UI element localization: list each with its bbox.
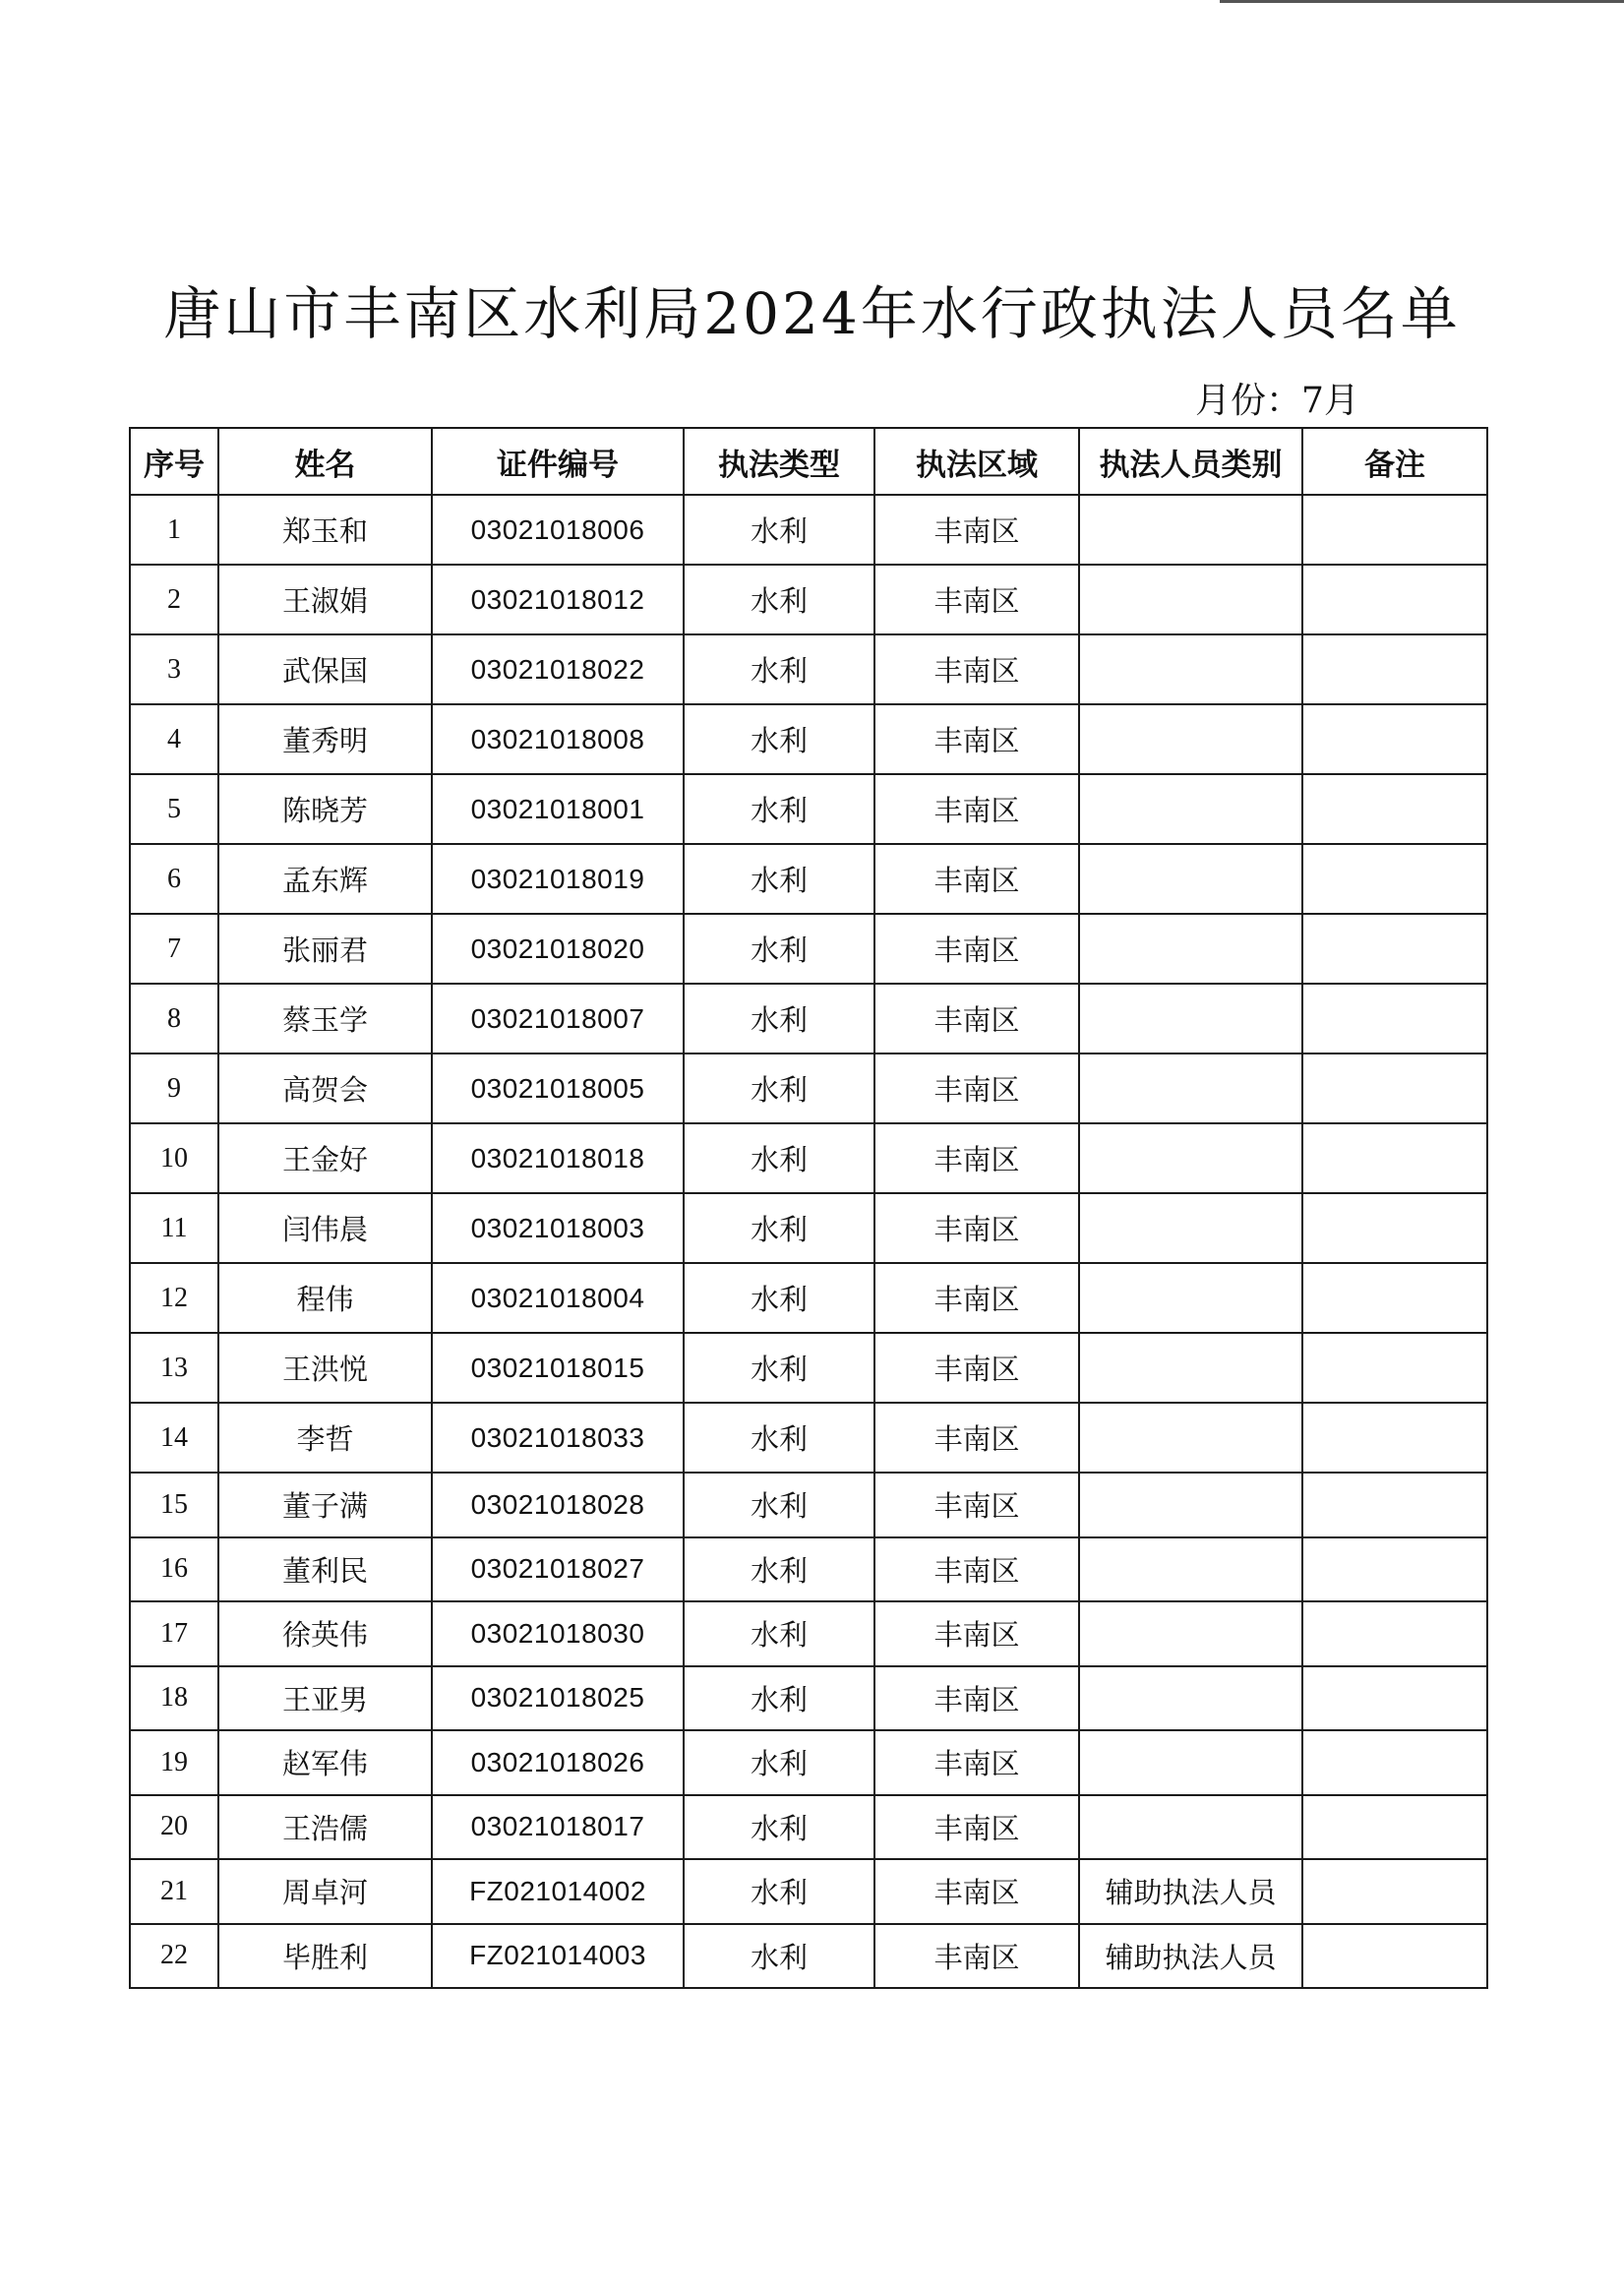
cell-index: 8	[130, 984, 218, 1053]
table-row	[130, 1537, 1487, 1602]
cell-name: 赵军伟	[218, 1730, 432, 1795]
cell-name: 王淑娟	[218, 565, 432, 634]
table-row	[130, 1123, 1487, 1193]
cell-remarks	[1302, 495, 1487, 565]
cell-cert-number: 03021018001	[432, 774, 684, 844]
cell-cert-number: 03021018027	[432, 1537, 684, 1602]
cell-enforcement-area: 丰南区	[874, 565, 1079, 634]
cell-name: 董利民	[218, 1537, 432, 1602]
cell-enforcement-type: 水利	[684, 1123, 874, 1193]
cell-enforcement-type: 水利	[684, 1537, 874, 1602]
cell-enforcement-area: 丰南区	[874, 1193, 1079, 1263]
cell-cert-number: 03021018012	[432, 565, 684, 634]
table-row	[130, 914, 1487, 984]
cell-index: 1	[130, 495, 218, 565]
table-row	[130, 1601, 1487, 1666]
table-row	[130, 565, 1487, 634]
cell-cert-number: FZ021014003	[432, 1924, 684, 1989]
table-row	[130, 1263, 1487, 1333]
cell-enforcement-type: 水利	[684, 1333, 874, 1403]
cell-remarks	[1302, 1403, 1487, 1473]
cell-index: 12	[130, 1263, 218, 1333]
cell-remarks	[1302, 774, 1487, 844]
cell-enforcement-type: 水利	[684, 914, 874, 984]
cell-index: 15	[130, 1473, 218, 1537]
cell-cert-number: 03021018004	[432, 1263, 684, 1333]
cell-name: 周卓河	[218, 1859, 432, 1924]
cell-personnel-category	[1079, 565, 1302, 634]
cell-name: 闫伟晨	[218, 1193, 432, 1263]
cell-personnel-category	[1079, 1193, 1302, 1263]
cell-personnel-category	[1079, 704, 1302, 774]
table-row	[130, 1924, 1487, 1989]
cell-enforcement-area: 丰南区	[874, 914, 1079, 984]
cell-cert-number: 03021018003	[432, 1193, 684, 1263]
cell-index: 4	[130, 704, 218, 774]
cell-enforcement-area: 丰南区	[874, 1601, 1079, 1666]
table-row	[130, 984, 1487, 1053]
cell-remarks	[1302, 634, 1487, 704]
cell-index: 21	[130, 1859, 218, 1924]
cell-remarks	[1302, 1263, 1487, 1333]
cell-cert-number: 03021018015	[432, 1333, 684, 1403]
cell-personnel-category	[1079, 1263, 1302, 1333]
cell-enforcement-type: 水利	[684, 1795, 874, 1860]
table-row	[130, 1666, 1487, 1731]
cell-cert-number: 03021018008	[432, 704, 684, 774]
cell-remarks	[1302, 1601, 1487, 1666]
cell-cert-number: 03021018026	[432, 1730, 684, 1795]
month-label: 月份：7月	[1195, 381, 1359, 421]
cell-remarks	[1302, 1333, 1487, 1403]
cell-cert-number: 03021018030	[432, 1601, 684, 1666]
cell-enforcement-area: 丰南区	[874, 1730, 1079, 1795]
table-row	[130, 495, 1487, 565]
cell-enforcement-type: 水利	[684, 1403, 874, 1473]
cell-enforcement-type: 水利	[684, 1859, 874, 1924]
header-enforcement-area: 执法区域	[874, 428, 1079, 495]
table-row	[130, 634, 1487, 704]
table-row	[130, 844, 1487, 914]
cell-personnel-category	[1079, 1601, 1302, 1666]
cell-enforcement-area: 丰南区	[874, 1859, 1079, 1924]
header-index: 序号	[130, 428, 218, 495]
cell-name: 孟东辉	[218, 844, 432, 914]
cell-remarks	[1302, 1473, 1487, 1537]
cell-personnel-category	[1079, 495, 1302, 565]
cell-name: 程伟	[218, 1263, 432, 1333]
cell-cert-number: FZ021014002	[432, 1859, 684, 1924]
cell-index: 13	[130, 1333, 218, 1403]
cell-name: 郑玉和	[218, 495, 432, 565]
cell-enforcement-type: 水利	[684, 634, 874, 704]
cell-index: 5	[130, 774, 218, 844]
cell-name: 蔡玉学	[218, 984, 432, 1053]
cell-cert-number: 03021018033	[432, 1403, 684, 1473]
cell-enforcement-area: 丰南区	[874, 1053, 1079, 1123]
cell-name: 王亚男	[218, 1666, 432, 1731]
cell-cert-number: 03021018025	[432, 1666, 684, 1731]
table-row	[130, 1193, 1487, 1263]
cell-cert-number: 03021018017	[432, 1795, 684, 1860]
cell-enforcement-area: 丰南区	[874, 1263, 1079, 1333]
cell-name: 陈晓芳	[218, 774, 432, 844]
document-title: 唐山市丰南区水利局2024年水行政执法人员名单	[163, 280, 1461, 347]
cell-enforcement-type: 水利	[684, 1473, 874, 1537]
cell-cert-number: 03021018022	[432, 634, 684, 704]
table-row	[130, 704, 1487, 774]
cell-index: 16	[130, 1537, 218, 1602]
table-row	[130, 1730, 1487, 1795]
cell-enforcement-area: 丰南区	[874, 704, 1079, 774]
cell-personnel-category	[1079, 984, 1302, 1053]
cell-enforcement-type: 水利	[684, 495, 874, 565]
cell-remarks	[1302, 914, 1487, 984]
header-cert-number: 证件编号	[432, 428, 684, 495]
table-row	[130, 774, 1487, 844]
cell-personnel-category: 辅助执法人员	[1079, 1859, 1302, 1924]
cell-index: 3	[130, 634, 218, 704]
cell-enforcement-area: 丰南区	[874, 1795, 1079, 1860]
cell-enforcement-area: 丰南区	[874, 1666, 1079, 1731]
cell-index: 20	[130, 1795, 218, 1860]
table-row	[130, 1333, 1487, 1403]
cell-enforcement-type: 水利	[684, 565, 874, 634]
cell-personnel-category	[1079, 774, 1302, 844]
cell-remarks	[1302, 1859, 1487, 1924]
header-remarks: 备注	[1302, 428, 1487, 495]
cell-enforcement-type: 水利	[684, 1601, 874, 1666]
cell-personnel-category	[1079, 1333, 1302, 1403]
cell-cert-number: 03021018020	[432, 914, 684, 984]
cell-personnel-category	[1079, 1795, 1302, 1860]
cell-remarks	[1302, 1795, 1487, 1860]
table-header-row	[130, 428, 1487, 495]
cell-personnel-category	[1079, 634, 1302, 704]
cell-enforcement-type: 水利	[684, 704, 874, 774]
cell-remarks	[1302, 1053, 1487, 1123]
cell-name: 武保国	[218, 634, 432, 704]
cell-remarks	[1302, 704, 1487, 774]
header-personnel-category: 执法人员类别	[1079, 428, 1302, 495]
cell-name: 李哲	[218, 1403, 432, 1473]
cell-name: 徐英伟	[218, 1601, 432, 1666]
cell-enforcement-area: 丰南区	[874, 1123, 1079, 1193]
cell-remarks	[1302, 844, 1487, 914]
cell-index: 22	[130, 1924, 218, 1989]
cell-personnel-category	[1079, 1537, 1302, 1602]
cell-enforcement-type: 水利	[684, 984, 874, 1053]
cell-index: 10	[130, 1123, 218, 1193]
cell-enforcement-type: 水利	[684, 1053, 874, 1123]
cell-index: 17	[130, 1601, 218, 1666]
cell-personnel-category	[1079, 844, 1302, 914]
scan-border-line	[1220, 0, 1624, 3]
personnel-table	[129, 427, 1488, 1989]
cell-enforcement-area: 丰南区	[874, 1333, 1079, 1403]
cell-enforcement-type: 水利	[684, 1730, 874, 1795]
cell-name: 王洪悦	[218, 1333, 432, 1403]
cell-index: 2	[130, 565, 218, 634]
cell-personnel-category	[1079, 1730, 1302, 1795]
cell-name: 张丽君	[218, 914, 432, 984]
cell-cert-number: 03021018006	[432, 495, 684, 565]
table-body	[130, 495, 1487, 1988]
cell-name: 毕胜利	[218, 1924, 432, 1989]
cell-index: 14	[130, 1403, 218, 1473]
cell-cert-number: 03021018005	[432, 1053, 684, 1123]
cell-name: 王浩儒	[218, 1795, 432, 1860]
cell-index: 11	[130, 1193, 218, 1263]
cell-enforcement-type: 水利	[684, 1193, 874, 1263]
cell-enforcement-area: 丰南区	[874, 1924, 1079, 1989]
cell-remarks	[1302, 1730, 1487, 1795]
cell-index: 7	[130, 914, 218, 984]
cell-name: 王金好	[218, 1123, 432, 1193]
cell-remarks	[1302, 1193, 1487, 1263]
cell-personnel-category	[1079, 1053, 1302, 1123]
cell-cert-number: 03021018018	[432, 1123, 684, 1193]
cell-index: 9	[130, 1053, 218, 1123]
cell-remarks	[1302, 1666, 1487, 1731]
cell-enforcement-area: 丰南区	[874, 844, 1079, 914]
table-row	[130, 1795, 1487, 1860]
cell-personnel-category	[1079, 1666, 1302, 1731]
cell-personnel-category	[1079, 1403, 1302, 1473]
cell-enforcement-area: 丰南区	[874, 774, 1079, 844]
cell-remarks	[1302, 565, 1487, 634]
cell-remarks	[1302, 1924, 1487, 1989]
cell-personnel-category: 辅助执法人员	[1079, 1924, 1302, 1989]
cell-personnel-category	[1079, 914, 1302, 984]
cell-name: 高贺会	[218, 1053, 432, 1123]
cell-enforcement-type: 水利	[684, 1666, 874, 1731]
cell-personnel-category	[1079, 1473, 1302, 1537]
cell-enforcement-type: 水利	[684, 1924, 874, 1989]
cell-index: 19	[130, 1730, 218, 1795]
cell-index: 18	[130, 1666, 218, 1731]
table-row	[130, 1403, 1487, 1473]
header-enforcement-type: 执法类型	[684, 428, 874, 495]
cell-enforcement-type: 水利	[684, 774, 874, 844]
cell-remarks	[1302, 1537, 1487, 1602]
cell-enforcement-area: 丰南区	[874, 984, 1079, 1053]
cell-name: 董子满	[218, 1473, 432, 1537]
table-row	[130, 1053, 1487, 1123]
cell-cert-number: 03021018028	[432, 1473, 684, 1537]
cell-enforcement-type: 水利	[684, 1263, 874, 1333]
cell-index: 6	[130, 844, 218, 914]
table-row	[130, 1859, 1487, 1924]
header-name: 姓名	[218, 428, 432, 495]
cell-enforcement-area: 丰南区	[874, 1537, 1079, 1602]
cell-cert-number: 03021018007	[432, 984, 684, 1053]
cell-enforcement-area: 丰南区	[874, 495, 1079, 565]
cell-remarks	[1302, 984, 1487, 1053]
cell-cert-number: 03021018019	[432, 844, 684, 914]
cell-remarks	[1302, 1123, 1487, 1193]
cell-enforcement-area: 丰南区	[874, 1473, 1079, 1537]
cell-personnel-category	[1079, 1123, 1302, 1193]
cell-enforcement-area: 丰南区	[874, 1403, 1079, 1473]
table-row	[130, 1473, 1487, 1537]
cell-enforcement-type: 水利	[684, 844, 874, 914]
cell-name: 董秀明	[218, 704, 432, 774]
cell-enforcement-area: 丰南区	[874, 634, 1079, 704]
